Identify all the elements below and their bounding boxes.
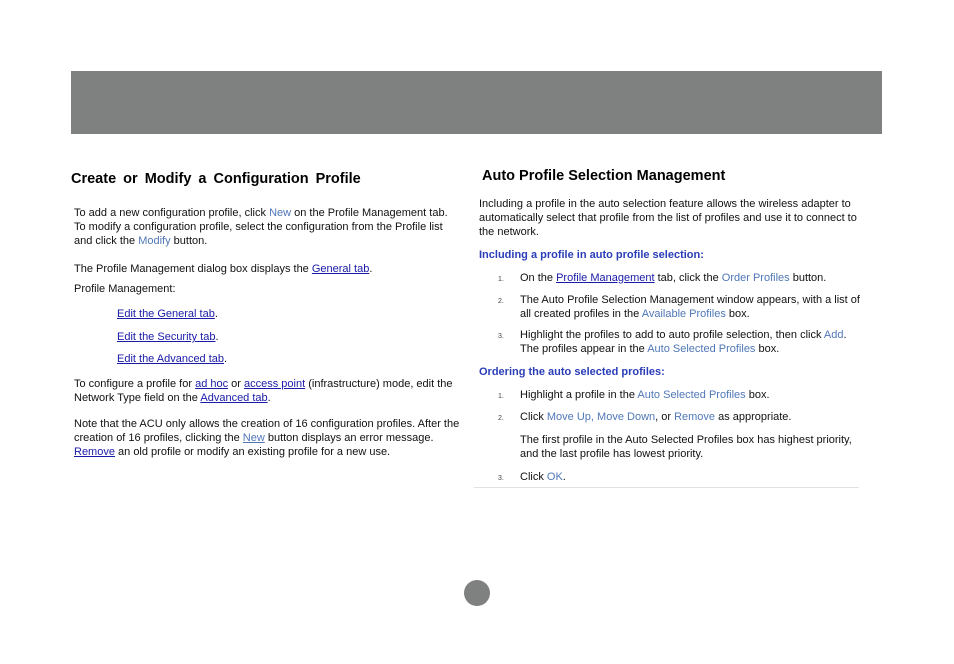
including-profile-subheading: Including a profile in auto profile selection: bbox=[479, 249, 704, 261]
general-tab-link[interactable]: General tab bbox=[311, 263, 370, 275]
auto-selection-intro: Including a profile in the auto selection feature allows the wireless adapter to automatically select that profile from the list of profiles and use it to connect to the network. bbox=[479, 198, 857, 238]
move-down-keyword: Move Down bbox=[597, 411, 656, 423]
note-paragraph: Note that the ACU only allows the creation of 16 configuration profiles. After the creation of 16 profiles, clicking the New button displays an error message. Remove an old profile or modify an existing profile for a new use. bbox=[74, 418, 460, 458]
access-point-link[interactable]: access point bbox=[244, 378, 306, 390]
move-up-keyword: Move Up bbox=[546, 411, 591, 423]
ok-keyword: OK bbox=[546, 471, 563, 483]
link-item: Edit the Security tab. bbox=[117, 331, 219, 343]
ad-hoc-link[interactable]: ad hoc bbox=[195, 378, 229, 390]
new-link[interactable]: New bbox=[242, 432, 265, 444]
link-item: Edit the Advanced tab. bbox=[117, 353, 228, 365]
remove-keyword: Remove bbox=[674, 411, 716, 423]
remove-link[interactable]: Remove bbox=[74, 446, 115, 458]
ordering-profiles-subheading: Ordering the auto selected profiles: bbox=[479, 366, 665, 378]
profile-management-label: Profile Management: bbox=[74, 283, 176, 295]
add-keyword: Add bbox=[823, 329, 844, 341]
edit-general-tab-link[interactable]: Edit the General tab bbox=[117, 308, 215, 320]
edit-advanced-tab-link[interactable]: Edit the Advanced tab bbox=[117, 353, 225, 365]
new-keyword: New bbox=[269, 207, 292, 219]
auto-selected-profiles-keyword: Auto Selected Profiles bbox=[637, 389, 746, 401]
edit-security-tab-link[interactable]: Edit the Security tab bbox=[117, 331, 216, 343]
network-type-paragraph: To configure a profile for ad hoc or access point (infrastructure) mode, edit the Network Type field on the Advanced tab. bbox=[74, 378, 453, 404]
available-profiles-keyword: Available Profiles bbox=[641, 308, 726, 320]
advanced-tab-link[interactable]: Advanced tab bbox=[200, 392, 268, 404]
auto-selected-profiles-keyword: Auto Selected Profiles bbox=[647, 343, 756, 355]
modify-keyword: Modify bbox=[138, 235, 171, 247]
right-section-title: Auto Profile Selection Management bbox=[482, 168, 726, 184]
general-tab-paragraph: The Profile Management dialog box displays the General tab. bbox=[74, 263, 373, 275]
page-marker-dot bbox=[464, 580, 490, 606]
link-item: Edit the General tab. bbox=[117, 308, 218, 320]
order-profiles-keyword: Order Profiles bbox=[721, 272, 790, 284]
left-section-title: Create or Modify a Configuration Profile bbox=[71, 171, 361, 187]
header-bar bbox=[71, 71, 882, 134]
profile-management-link[interactable]: Profile Management bbox=[556, 272, 655, 284]
intro-paragraph: To add a new configuration profile, click New on the Profile Management tab. To modify a configuration profile, select the configuration from the Profile list and click the Modify button. bbox=[74, 207, 448, 247]
divider bbox=[474, 487, 859, 488]
